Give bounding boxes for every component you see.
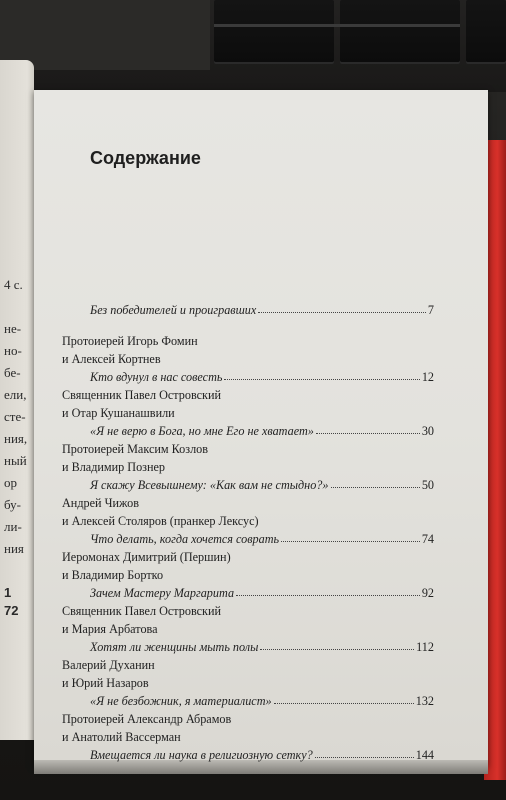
toc-leader bbox=[258, 312, 426, 313]
toc-entry bbox=[90, 695, 434, 707]
toc-author: Андрей Чижов bbox=[62, 496, 140, 510]
toc-leader bbox=[281, 541, 420, 542]
left-page-text: 4 с. bbox=[4, 277, 23, 292]
toc-leader bbox=[316, 433, 420, 434]
keyboard-key bbox=[340, 0, 460, 64]
left-page-text: ния, bbox=[4, 431, 28, 446]
toc-title: Кто вдунул в нас совесть bbox=[90, 370, 223, 384]
toc-title: «Я не верю в Бога, но мне Его не хватает» bbox=[90, 424, 314, 438]
laptop-keyboard bbox=[0, 0, 506, 92]
toc-entry bbox=[90, 479, 434, 491]
toc-title: Что делать, когда хочется соврать bbox=[90, 532, 280, 546]
left-page-text: ор bbox=[4, 475, 17, 490]
toc-title: Вмещается ли наука в религиозную сетку? bbox=[90, 748, 313, 762]
toc-leader bbox=[260, 649, 414, 650]
toc-author: и Владимир Познер bbox=[62, 460, 166, 474]
toc-author: Протоиерей Александр Абрамов bbox=[62, 712, 232, 726]
left-page-text: ли- bbox=[4, 519, 22, 534]
toc-page-number: 7 bbox=[427, 303, 434, 317]
toc-author: и Алексей Столяров (пранкер Лексус) bbox=[62, 514, 259, 528]
toc-author: и Алексей Кортнев bbox=[62, 352, 161, 366]
toc-page-number: 50 bbox=[421, 478, 434, 492]
toc-author: Священник Павел Островский bbox=[62, 604, 222, 618]
toc-entry bbox=[90, 304, 434, 316]
left-page-text: бу- bbox=[4, 497, 21, 512]
toc-page-number: 92 bbox=[421, 586, 434, 600]
toc-page-number: 30 bbox=[421, 424, 434, 438]
toc-leader bbox=[224, 379, 419, 380]
toc-entry bbox=[90, 371, 434, 383]
keyboard-key-gap bbox=[214, 24, 460, 27]
toc-title: «Я не безбожник, я материалист» bbox=[90, 694, 272, 708]
left-page-text: не- bbox=[4, 321, 22, 336]
left-page-text: но- bbox=[4, 343, 22, 358]
toc-page-number: 144 bbox=[415, 748, 434, 762]
toc-author: и Отар Кушанашвили bbox=[62, 406, 175, 420]
toc-author: Священник Павел Островский bbox=[62, 388, 222, 402]
toc-author: Протоиерей Игорь Фомин bbox=[62, 334, 198, 348]
toc-title: Я скажу Всевышнему: «Как вам не стыдно?» bbox=[90, 478, 329, 492]
left-page-text: бе- bbox=[4, 365, 21, 380]
toc-entry bbox=[90, 587, 434, 599]
toc-entry bbox=[90, 749, 434, 761]
toc-page-number: 112 bbox=[416, 640, 434, 654]
toc-entry bbox=[90, 641, 434, 653]
toc-author: и Анатолий Вассерман bbox=[62, 730, 181, 744]
toc-author: и Мария Арбатова bbox=[62, 622, 158, 636]
left-page-text: сте- bbox=[4, 409, 26, 424]
toc-leader bbox=[315, 757, 414, 758]
keyboard-key bbox=[466, 0, 506, 64]
toc-page-number: 132 bbox=[415, 694, 434, 708]
page-title: Содержание bbox=[90, 148, 201, 168]
toc-leader bbox=[236, 595, 420, 596]
left-page-text: 1 bbox=[4, 585, 12, 600]
toc-author: и Юрий Назаров bbox=[62, 676, 149, 690]
toc-page-number: 74 bbox=[421, 532, 434, 546]
toc-leader bbox=[274, 703, 414, 704]
toc-title: Без победителей и проигравших bbox=[90, 303, 257, 317]
toc-author: Иеромонах Димитрий (Першин) bbox=[62, 550, 231, 564]
left-page-text: ния bbox=[4, 541, 24, 556]
left-page-text: 72 bbox=[4, 603, 19, 618]
toc-title: Хотят ли женщины мыть полы bbox=[90, 640, 259, 654]
toc-leader bbox=[331, 487, 420, 488]
toc-entry bbox=[90, 533, 434, 545]
laptop-edge bbox=[0, 0, 210, 70]
toc-title: Зачем Мастеру Маргарита bbox=[90, 586, 235, 600]
left-page-text: ели, bbox=[4, 387, 27, 402]
toc-author: Валерий Духанин bbox=[62, 658, 155, 672]
left-page-fragment bbox=[0, 60, 34, 740]
toc-entry bbox=[90, 425, 434, 437]
toc-author: Протоиерей Максим Козлов bbox=[62, 442, 209, 456]
left-page-text: ный bbox=[4, 453, 27, 468]
toc-page-number: 12 bbox=[421, 370, 434, 384]
toc-author: и Владимир Бортко bbox=[62, 568, 164, 582]
book-page-edge bbox=[34, 760, 488, 774]
keyboard-key bbox=[214, 0, 334, 64]
